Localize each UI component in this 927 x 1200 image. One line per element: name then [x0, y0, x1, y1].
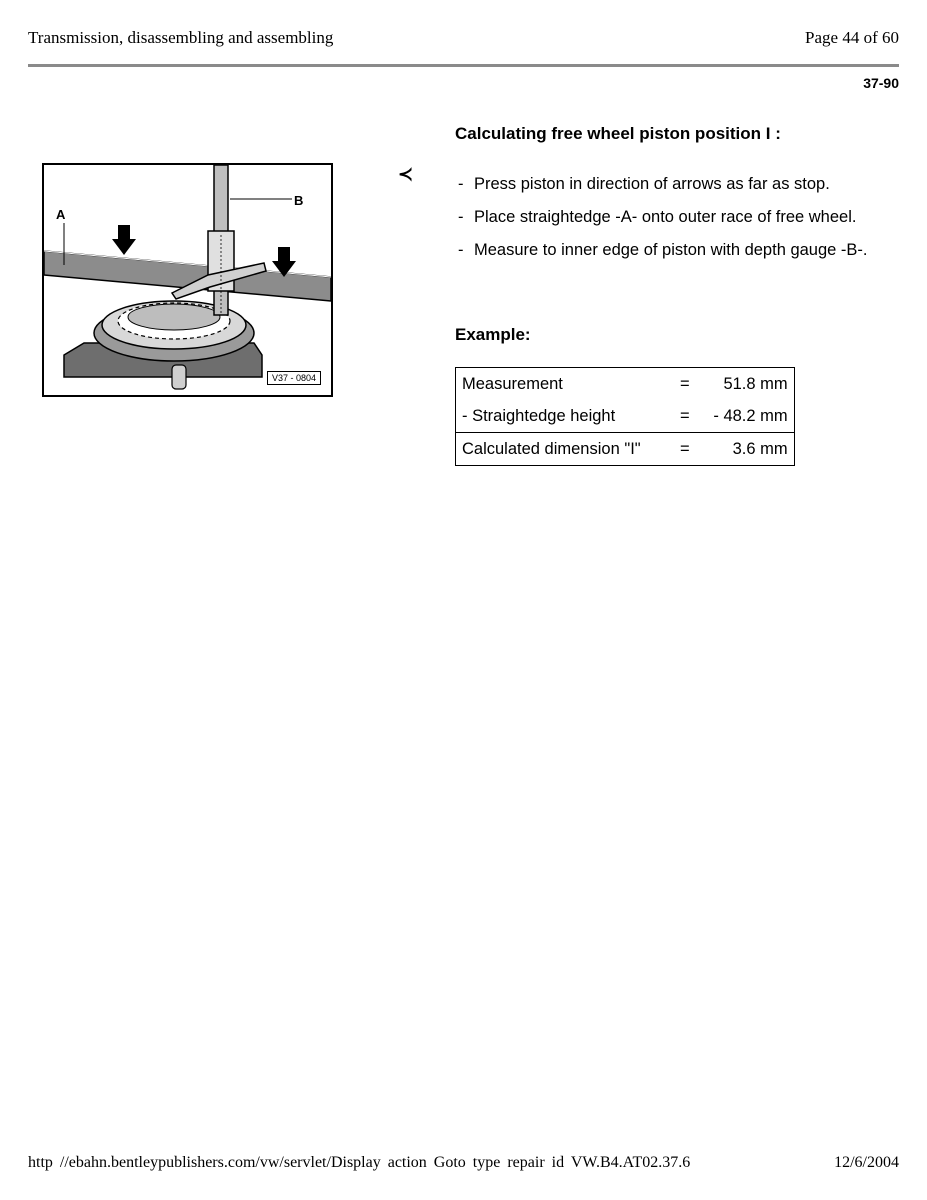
row-value: 3.6 mm [696, 433, 795, 466]
section-code: 37-90 [863, 75, 899, 91]
row-label: Calculated dimension "I" [456, 433, 675, 466]
page-number: Page 44 of 60 [805, 28, 899, 47]
table-row-total [456, 433, 795, 466]
table-row [456, 400, 795, 433]
row-value: - 48.2 mm [713, 406, 788, 425]
figure-code: V37 - 0804 [267, 371, 321, 385]
row-label: - Straightedge height [462, 406, 616, 425]
row-operator: = [674, 433, 696, 466]
list-item: - Measure to inner edge of piston with depth gauge -B-. [458, 241, 868, 259]
row-operator: = [680, 406, 690, 425]
row-value: 51.8 mm [723, 374, 788, 393]
piston-measurement-drawing [44, 165, 331, 395]
list-item: - Press piston in direction of arrows as far as stop. [458, 175, 830, 193]
technical-illustration [42, 163, 333, 397]
header-divider [28, 64, 899, 67]
section-heading: Calculating free wheel piston position I : [455, 124, 781, 143]
procedure-steps [458, 174, 898, 273]
calculation-table [455, 367, 795, 466]
print-date: 12/6/2004 [834, 1154, 899, 1171]
table-row [456, 368, 795, 401]
list-item: - Place straightedge -A- onto outer race of free wheel. [458, 208, 857, 226]
example-heading: Example: [455, 325, 531, 344]
figure-reference-arrow-icon: ≺ [398, 164, 414, 184]
source-url: http //ebahn.bentleypublishers.com/vw/servlet/Display action Goto type repair id VW.B4.AT02.37.6 [28, 1154, 691, 1171]
label-depth-gauge-b: B [294, 193, 304, 208]
row-operator: = [680, 374, 690, 393]
row-label: Measurement [462, 374, 563, 393]
document-title: Transmission, disassembling and assembling [28, 28, 334, 47]
label-straightedge-a: A [56, 207, 66, 222]
